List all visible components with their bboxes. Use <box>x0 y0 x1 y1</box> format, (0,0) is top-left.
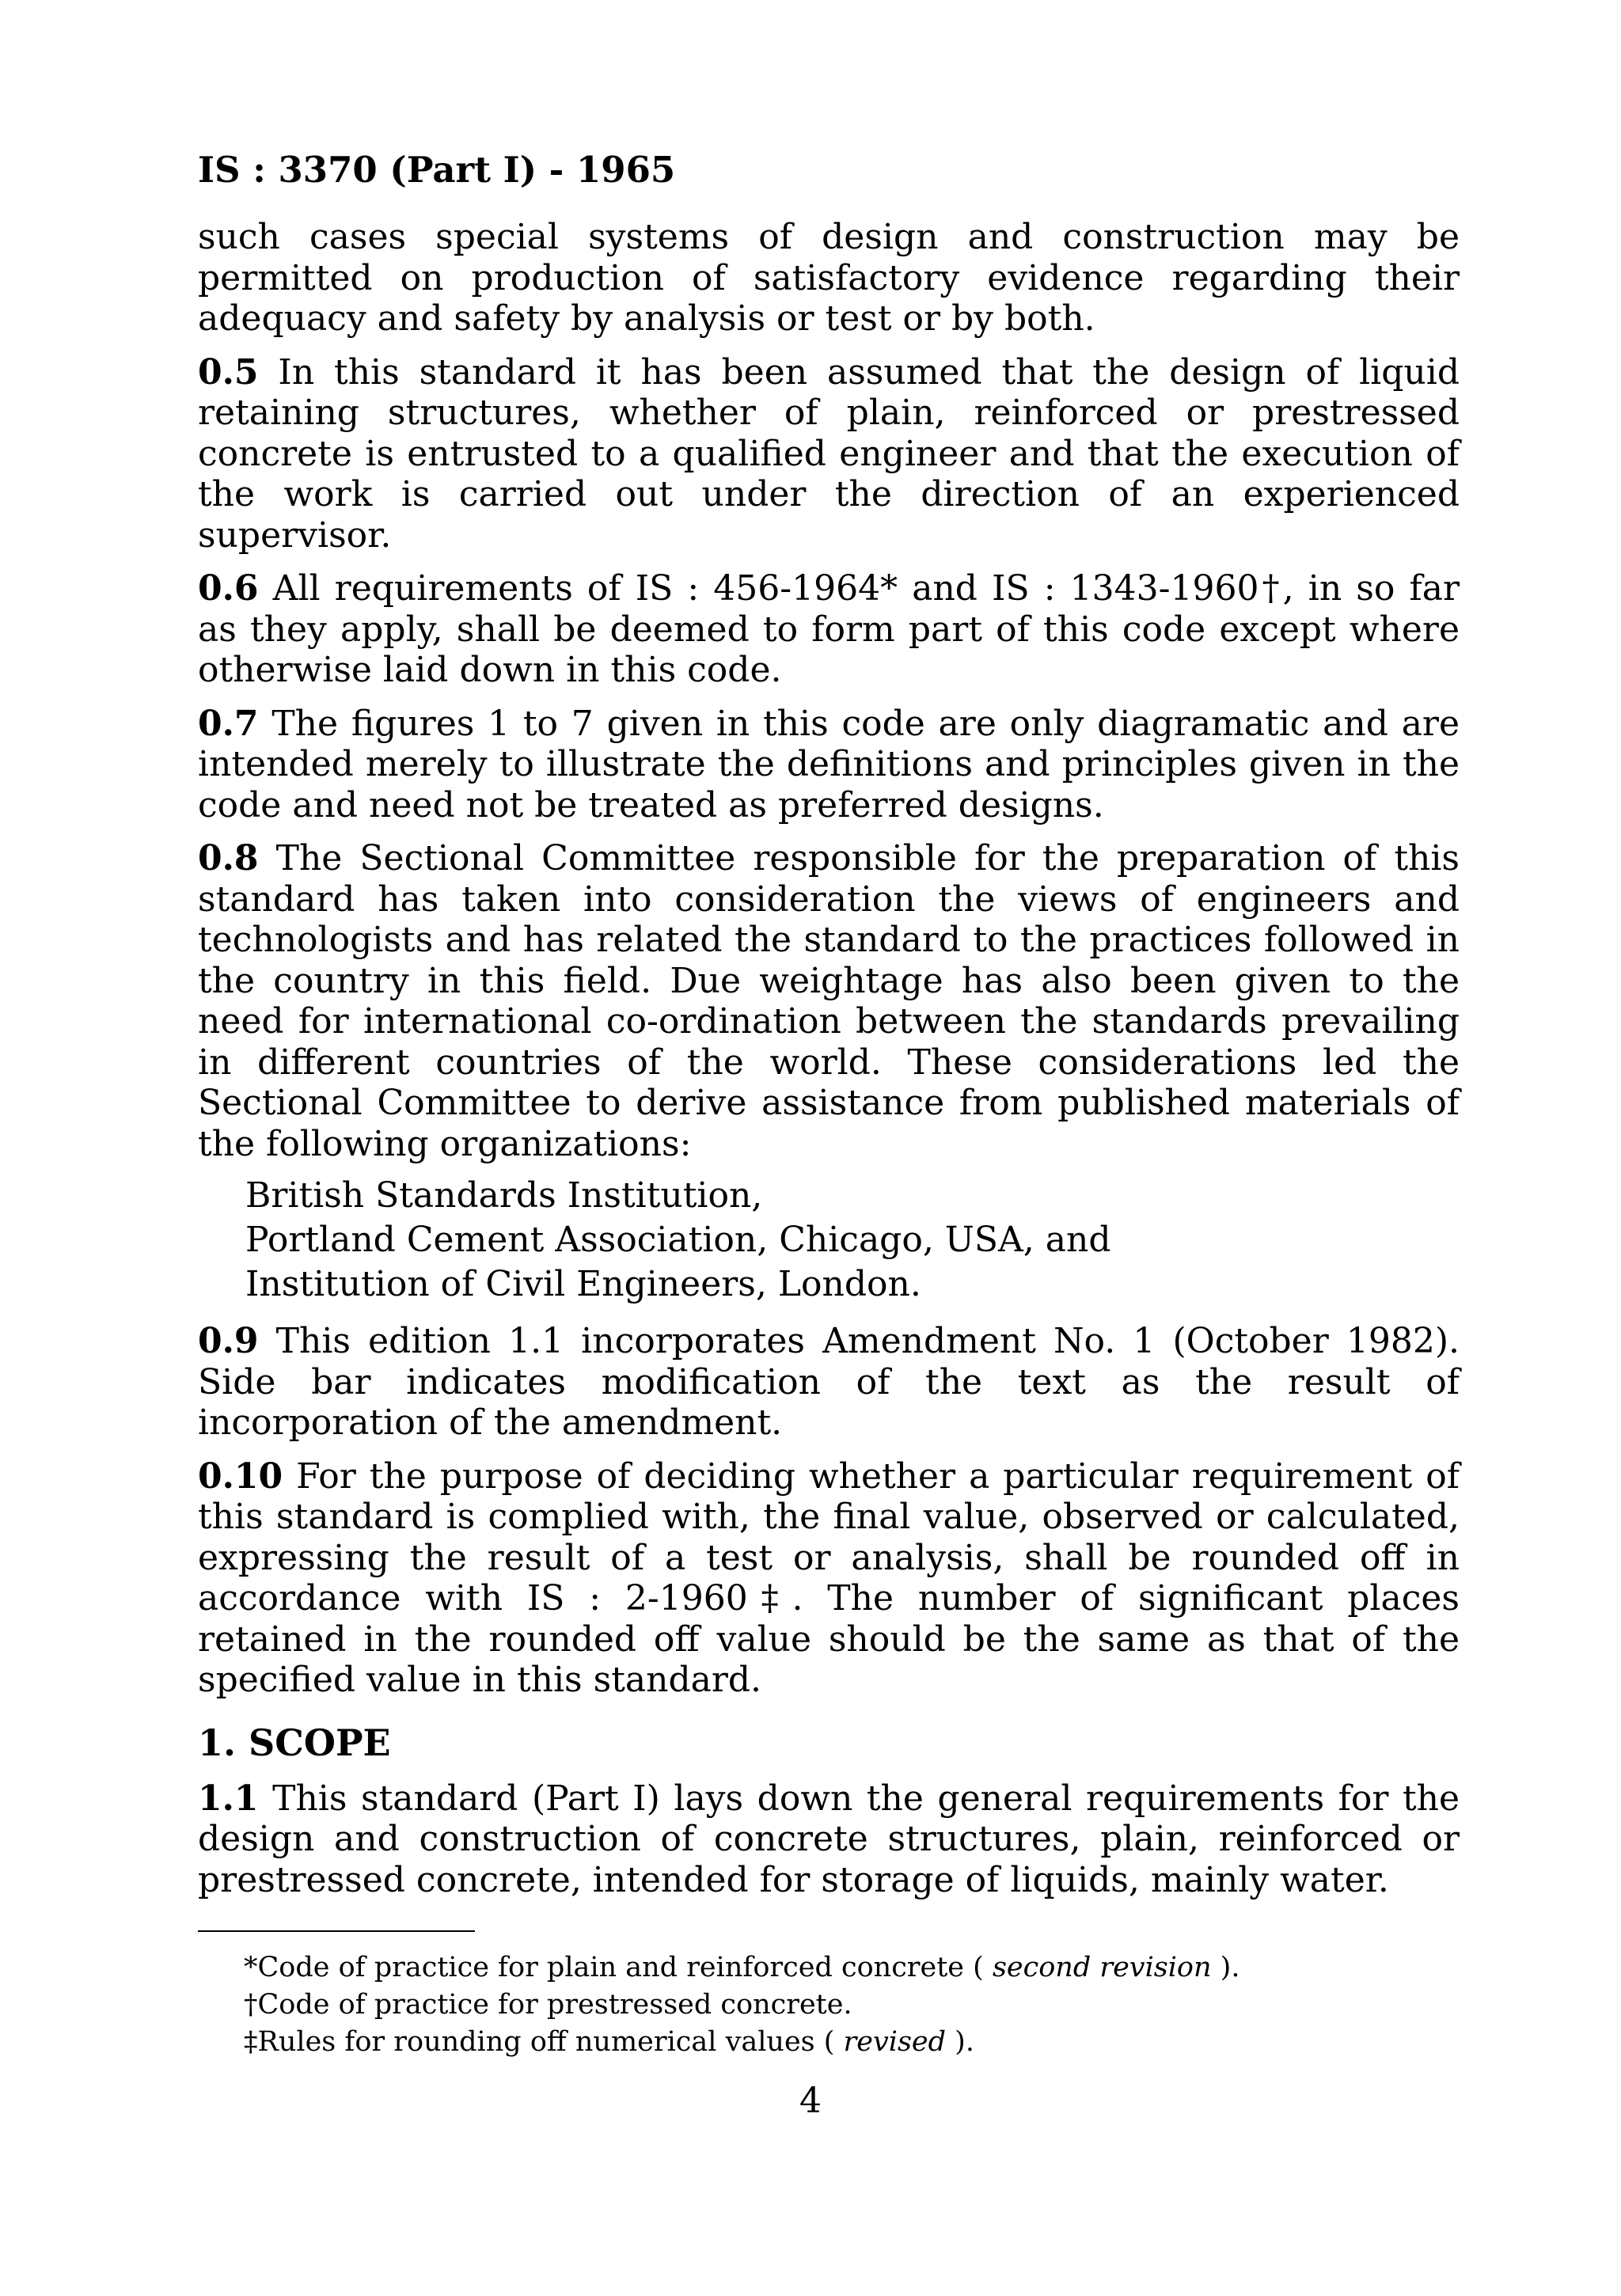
paragraph-text: The figures 1 to 7 given in this code are only diagramatic and are intended merely to illustrate the definitions and principles given in the code and need not be treated as preferred designs. <box>198 703 1460 825</box>
paragraph-number: 0.8 <box>198 838 259 879</box>
paragraph-number: 1.1 <box>198 1778 259 1819</box>
paragraph-number: 0.10 <box>198 1455 283 1497</box>
paragraph-number: 0.5 <box>198 351 259 393</box>
page-number: 4 <box>799 2081 822 2121</box>
organization-list <box>245 1174 1460 1307</box>
footnotes <box>244 1949 1460 2061</box>
footnote-item: †Code of practice for prestressed concrete. <box>244 1989 852 2021</box>
paragraph-0-9 <box>198 1321 1460 1444</box>
page-header: IS : 3370 (Part I) - 1965 <box>198 149 676 191</box>
paragraph-number: 0.6 <box>198 568 259 609</box>
paragraph-0-6 <box>198 568 1460 691</box>
paragraph-0-7 <box>198 704 1460 826</box>
paragraph-continued <box>198 217 1460 340</box>
organization-item: Institution of Civil Engineers, London. <box>245 1264 921 1304</box>
paragraph-text: The Sectional Committee responsible for the preparation of this standard has taken into consideration the views of engineers and technologists and has related the standard to the practices followed in the country in this field. Due weightage has also been given to the need for international co-ordination between the standards prevailing in different countries of the world. These considerations led the Sectional Committee to derive assistance from published materials of the following organizations: <box>198 838 1460 1164</box>
paragraph-text: All requirements of IS : 456-1964* and IS : 1343-1960†, in so far as they apply, shall be deemed to form part of this code except where otherwise laid down in this code. <box>198 568 1460 690</box>
paragraph-text: For the purpose of deciding whether a particular requirement of this standard is complied with, the final value, observed or calculated, expressing the result of a test or analysis, shall be rounded off in accordance with IS : 2-1960‡. The number of significant places retained in the rounded off value should be the same as that of the specified value in this standard. <box>198 1455 1460 1700</box>
footnote-italic: second revision <box>992 1952 1212 1983</box>
paragraph-number: 0.9 <box>198 1321 259 1361</box>
paragraph-number: 0.7 <box>198 703 259 744</box>
paragraph-text: such cases special systems of design and construction may be permitted on production of satisfactory evidence regarding their adequacy and safety by analysis or test or by both. <box>198 217 1460 339</box>
footnote-item: ‡Rules for rounding off numerical values ( revised ). <box>244 2026 974 2058</box>
paragraph-text: In this standard it has been assumed that the design of liquid retaining structures, whether of plain, reinforced or prestressed concrete is entrusted to a qualified engineer and that the execution of the work is carried out under the direction of an experienced supervisor. <box>198 351 1460 556</box>
paragraph-text: This edition 1.1 incorporates Amendment No. 1 (October 1982). Side bar indicates modification of the text as the result of incorporation of the amendment. <box>198 1321 1460 1443</box>
paragraph-0-10 <box>198 1456 1460 1701</box>
paragraph-0-8 <box>198 838 1460 1164</box>
footnote-item: *Code of practice for plain and reinforced concrete ( second revision ). <box>244 1952 1240 1983</box>
paragraph-text: This standard (Part I) lays down the general requirements for the design and construction of concrete structures, plain, reinforced or prestressed concrete, intended for storage of liquids, mainly water. <box>198 1778 1460 1900</box>
paragraph-0-5 <box>198 352 1460 556</box>
document-page <box>198 150 1460 2061</box>
organization-item: British Standards Institution, <box>245 1175 763 1216</box>
footnote-divider <box>198 1930 475 1932</box>
footnote-italic: revised <box>843 2026 947 2058</box>
section-heading-scope: 1. SCOPE <box>198 1721 391 1764</box>
paragraph-1-1 <box>198 1778 1460 1901</box>
organization-item: Portland Cement Association, Chicago, USA, and <box>245 1220 1111 1260</box>
